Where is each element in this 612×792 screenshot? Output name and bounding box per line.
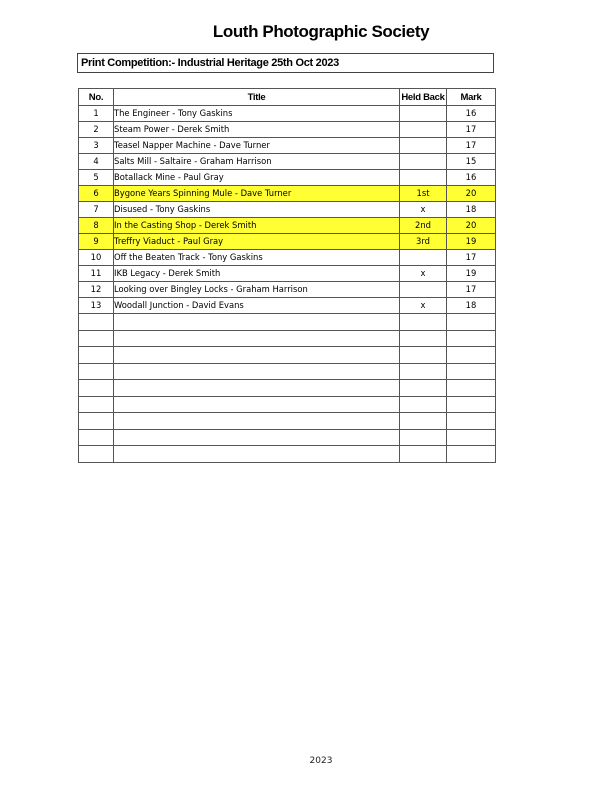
empty-cell [447, 380, 496, 397]
entry-title: Botallack Mine - Paul Gray [114, 170, 400, 186]
table-row [79, 218, 496, 234]
held-back-value: 2nd [400, 218, 447, 234]
empty-cell [400, 363, 447, 380]
empty-cell [114, 446, 400, 463]
held-back-value [400, 106, 447, 122]
mark-value: 17 [447, 282, 496, 298]
mark-value: 16 [447, 106, 496, 122]
empty-cell [400, 330, 447, 347]
empty-cell [447, 429, 496, 446]
empty-cell [447, 446, 496, 463]
held-back-value: 3rd [400, 234, 447, 250]
held-back-value [400, 282, 447, 298]
table-row [79, 202, 496, 218]
competition-title: Print Competition:- Industrial Heritage 25th Oct 2023 [77, 53, 494, 73]
entry-title: The Engineer - Tony Gaskins [114, 106, 400, 122]
held-back-value [400, 250, 447, 266]
empty-cell [114, 413, 400, 430]
table-row [79, 170, 496, 186]
entry-number: 5 [79, 170, 114, 186]
entry-number: 10 [79, 250, 114, 266]
entry-title: Disused - Tony Gaskins [114, 202, 400, 218]
table-row [79, 154, 496, 170]
empty-table-row [79, 413, 496, 430]
empty-cell [447, 413, 496, 430]
entry-title: Steam Power - Derek Smith [114, 122, 400, 138]
empty-cell [400, 347, 447, 364]
held-back-value: x [400, 298, 447, 314]
column-header-mark: Mark [447, 89, 496, 106]
entry-title: In the Casting Shop - Derek Smith [114, 218, 400, 234]
page-footer-year: 2023 [309, 756, 333, 766]
page-title: Louth Photographic Society [212, 22, 430, 41]
empty-cell [79, 347, 114, 364]
empty-cell [447, 363, 496, 380]
entry-title: Bygone Years Spinning Mule - Dave Turner [114, 186, 400, 202]
empty-cell [79, 380, 114, 397]
entry-number: 6 [79, 186, 114, 202]
entry-number: 11 [79, 266, 114, 282]
empty-cell [400, 429, 447, 446]
mark-value: 19 [447, 266, 496, 282]
empty-cell [79, 330, 114, 347]
held-back-value [400, 138, 447, 154]
empty-table-row [79, 446, 496, 463]
results-table [78, 88, 496, 463]
table-row [79, 186, 496, 202]
empty-cell [400, 396, 447, 413]
empty-cell [79, 396, 114, 413]
empty-table-row [79, 396, 496, 413]
mark-value: 18 [447, 202, 496, 218]
empty-cell [114, 429, 400, 446]
empty-cell [447, 314, 496, 331]
held-back-value: x [400, 202, 447, 218]
empty-table-row [79, 380, 496, 397]
table-row [79, 266, 496, 282]
empty-cell [114, 380, 400, 397]
empty-table-row [79, 347, 496, 364]
entry-number: 12 [79, 282, 114, 298]
column-header-title: Title [114, 89, 400, 106]
entry-title: Treffry Viaduct - Paul Gray [114, 234, 400, 250]
empty-cell [114, 347, 400, 364]
mark-value: 20 [447, 186, 496, 202]
empty-table-row [79, 314, 496, 331]
empty-cell [400, 413, 447, 430]
column-header-held-back: Held Back [400, 89, 447, 106]
mark-value: 17 [447, 138, 496, 154]
entry-title: Woodall Junction - David Evans [114, 298, 400, 314]
held-back-value [400, 122, 447, 138]
entry-number: 13 [79, 298, 114, 314]
empty-table-row [79, 363, 496, 380]
mark-value: 19 [447, 234, 496, 250]
table-header-row [79, 89, 496, 106]
entry-number: 2 [79, 122, 114, 138]
table-row [79, 250, 496, 266]
empty-cell [114, 396, 400, 413]
table-row [79, 298, 496, 314]
entry-number: 7 [79, 202, 114, 218]
mark-value: 17 [447, 122, 496, 138]
table-row [79, 122, 496, 138]
empty-cell [447, 347, 496, 364]
held-back-value [400, 170, 447, 186]
empty-cell [114, 363, 400, 380]
mark-value: 20 [447, 218, 496, 234]
empty-cell [400, 380, 447, 397]
table-row [79, 234, 496, 250]
entry-title: Salts Mill - Saltaire - Graham Harrison [114, 154, 400, 170]
empty-cell [79, 363, 114, 380]
empty-cell [79, 446, 114, 463]
entry-number: 3 [79, 138, 114, 154]
entry-number: 8 [79, 218, 114, 234]
empty-cell [114, 314, 400, 331]
entry-number: 4 [79, 154, 114, 170]
mark-value: 18 [447, 298, 496, 314]
mark-value: 15 [447, 154, 496, 170]
entry-title: Off the Beaten Track - Tony Gaskins [114, 250, 400, 266]
empty-table-row [79, 429, 496, 446]
empty-cell [79, 413, 114, 430]
column-header-no: No. [79, 89, 114, 106]
held-back-value [400, 154, 447, 170]
empty-cell [79, 314, 114, 331]
empty-table-row [79, 330, 496, 347]
empty-cell [114, 330, 400, 347]
empty-cell [400, 446, 447, 463]
mark-value: 17 [447, 250, 496, 266]
table-row [79, 138, 496, 154]
entry-title: Looking over Bingley Locks - Graham Harrison [114, 282, 400, 298]
empty-cell [79, 429, 114, 446]
empty-cell [400, 314, 447, 331]
table-row [79, 282, 496, 298]
entry-number: 1 [79, 106, 114, 122]
entry-title: IKB Legacy - Derek Smith [114, 266, 400, 282]
mark-value: 16 [447, 170, 496, 186]
empty-cell [447, 330, 496, 347]
entry-title: Teasel Napper Machine - Dave Turner [114, 138, 400, 154]
entry-number: 9 [79, 234, 114, 250]
table-row [79, 106, 496, 122]
empty-cell [447, 396, 496, 413]
held-back-value: 1st [400, 186, 447, 202]
held-back-value: x [400, 266, 447, 282]
